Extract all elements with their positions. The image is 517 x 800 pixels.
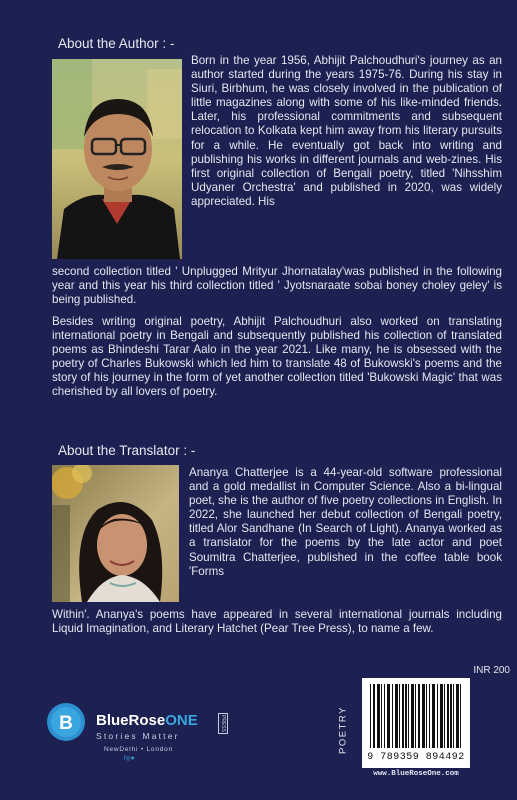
author-photo xyxy=(52,59,182,259)
translator-bio-first: Ananya Chatterjee is a 44-year-old software professional and a gold medallist in Computer Science. Also a bi-lingual poet, she is the author of five poetry collections in English. In 2022, she launched her debut collection of Bengali poetry, titled Alor Sandhane (In Search of Light). Ananya worked as a translator for the poems by the late actor and poet Soumitra Chatterjee, published in the coffee table book 'Forms xyxy=(189,466,502,578)
author-bio-third: Besides writing original poetry, Abhijit Palchoudhuri also worked on translating international poetry in Bengali and subsequently published his collection of translated poems as Bhindeshi Tarar Aalo in the year 2021. Like many, he is obsessed with the poetry of Charles Bukowski which led him to translate 48 of Bukowski's poems and the story of his journey in the form of yet another collection titled 'Bukowski Magic' that was cherished by all lovers of poetry. xyxy=(52,315,502,399)
barcode-bar xyxy=(387,684,390,748)
barcode-bar xyxy=(426,684,427,748)
barcode-bar xyxy=(373,684,375,748)
svg-text:B: B xyxy=(59,713,73,734)
barcode-bar xyxy=(450,684,452,748)
barcode-bar xyxy=(399,684,400,748)
author-bio-second: second collection titled ' Unplugged Mrityur Jhornatalay'was published in the following year and this year his third collection titled ' Jyotsnaraate sobai boney choley geley' is being published. xyxy=(52,265,502,307)
barcode-bar xyxy=(377,684,380,748)
barcode-bar xyxy=(440,684,443,748)
barcode-bar xyxy=(447,684,449,748)
publisher-name: BlueRoseONE xyxy=(96,712,198,729)
publisher-logo xyxy=(46,702,246,762)
publisher-logo-icon xyxy=(46,702,86,742)
publisher-tagline: Stories Matter xyxy=(96,731,180,741)
barcode-bar xyxy=(422,684,425,748)
barcode-bar xyxy=(405,684,407,748)
genre-label: POETRY xyxy=(337,706,349,754)
barcode-bar xyxy=(444,684,445,748)
barcode-bar xyxy=(370,684,371,748)
barcode-bar xyxy=(384,684,385,748)
social-icons: f◎♥ xyxy=(124,756,135,762)
barcode-bar xyxy=(395,684,398,748)
barcode-bars xyxy=(362,678,470,752)
publisher-locations: NewDelhi • London xyxy=(104,746,173,753)
barcode-bar xyxy=(392,684,393,748)
translator-photo xyxy=(52,465,179,602)
press-tag: PRESS xyxy=(220,715,226,732)
barcode-bar xyxy=(415,684,416,748)
barcode-bar xyxy=(408,684,409,748)
barcode-bar xyxy=(453,684,454,748)
barcode-bar xyxy=(411,684,414,748)
barcode-bar xyxy=(381,684,382,748)
author-heading: About the Author : - xyxy=(58,36,175,51)
isbn-number: 9 789359 894492 xyxy=(367,752,465,763)
translator-bio-second: Within'. Ananya's poems have appeared in several international journals including Liquid Imagination, and Literary Hatchet (Pear Tree Press), to name a few. xyxy=(52,608,502,636)
barcode-bar xyxy=(429,684,430,748)
author-bio-first: Born in the year 1956, Abhijit Palchoudhuri's journey as an author started during the years 1975-76. During his stay in Siuri, Birbhum, he was closely involved in the publication of little magazines along with some of his like-minded friends. Later, his professional commitments and subsequent relocation to Kolkata kept him away from his literary pursuits for a while. He eventually got back into writing and publishing his works in different journals and web-zines. His first original collection of Bengali poetry, titled 'Nihsshim Udyaner Orchestra' and published in 2020, was widely appreciated. His xyxy=(191,54,502,208)
translator-heading: About the Translator : - xyxy=(58,443,196,458)
barcode-bar xyxy=(437,684,438,748)
barcode-bar xyxy=(402,684,404,748)
barcode-bar xyxy=(418,684,420,748)
price-label: INR 200 xyxy=(473,665,510,676)
barcode-bar xyxy=(456,684,459,748)
barcode-bar xyxy=(460,684,461,748)
isbn-barcode xyxy=(362,678,470,768)
barcode-bar xyxy=(432,684,435,748)
publisher-website: www.BlueRoseOne.com xyxy=(373,770,459,778)
